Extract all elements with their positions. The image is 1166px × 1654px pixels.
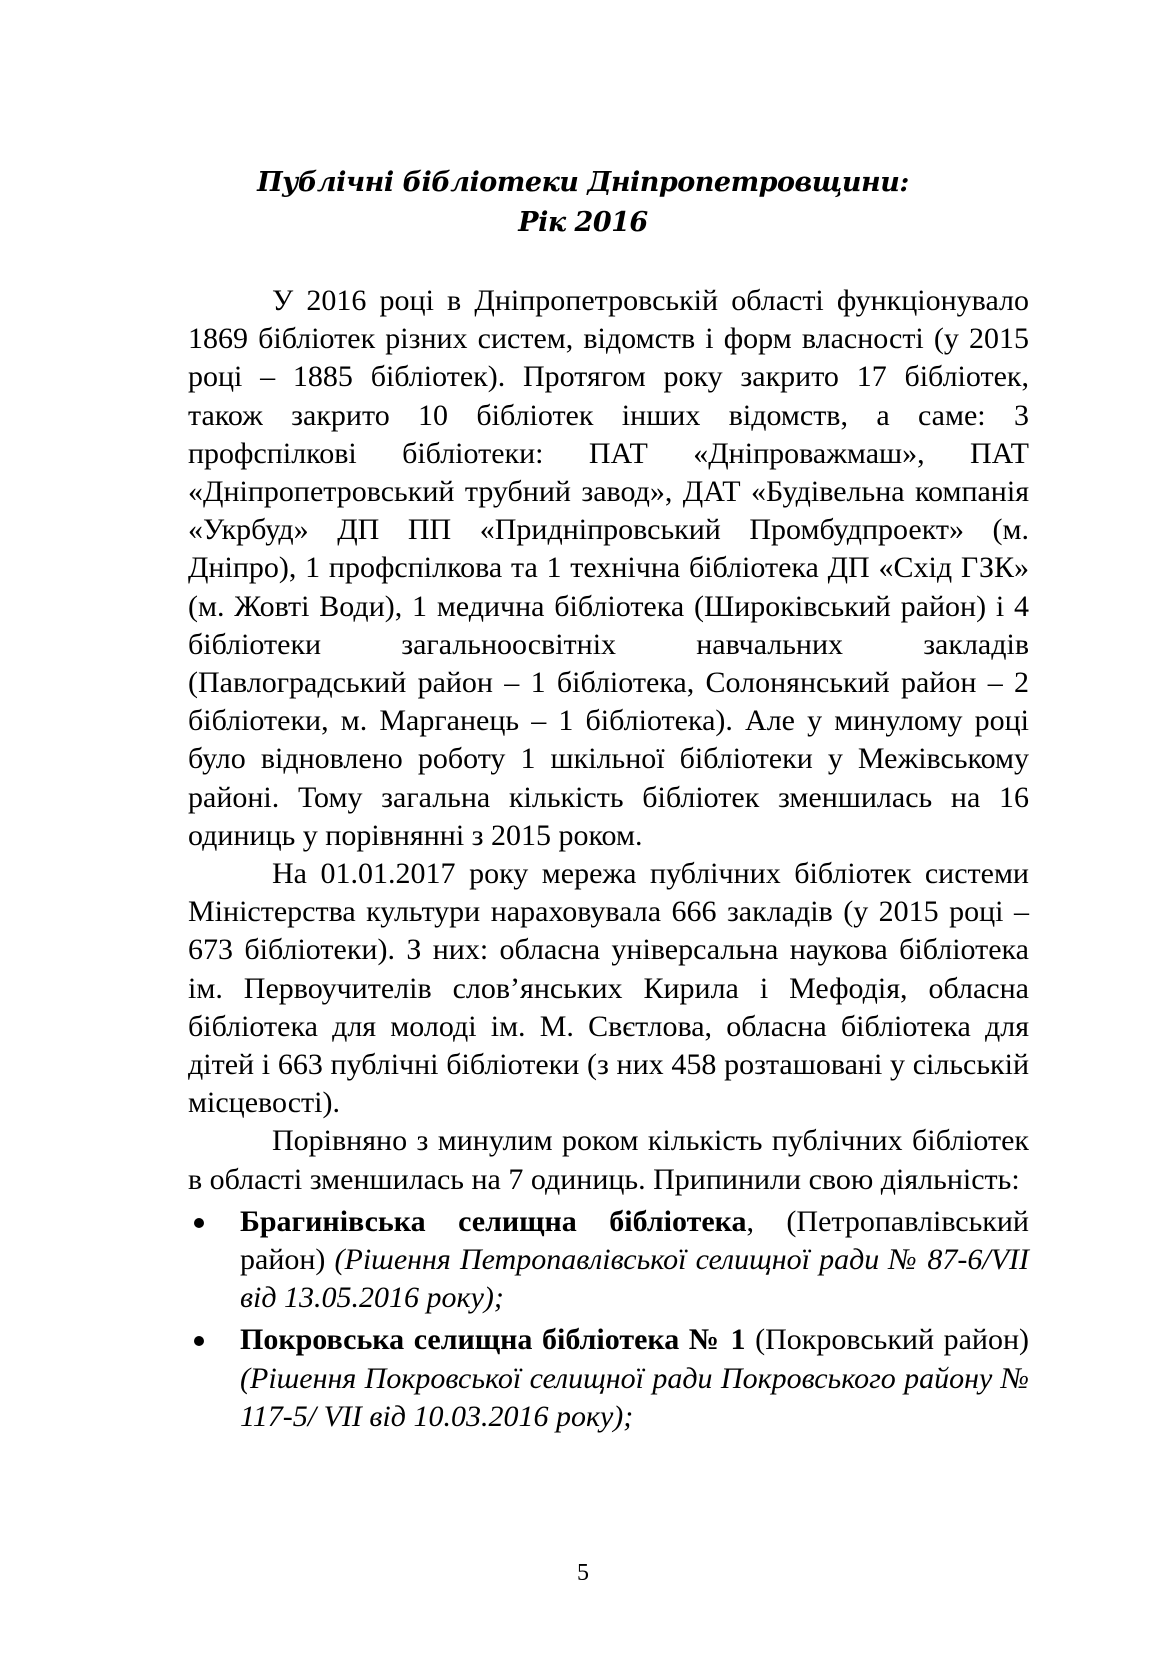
list-item <box>188 1203 1029 1318</box>
library-district: , (Петропавлівський район) <box>240 1204 1029 1277</box>
library-name: Покровська селищна бібліотека № 1 <box>240 1323 746 1357</box>
closed-libraries-list <box>188 1203 1029 1436</box>
list-item <box>188 1321 1029 1436</box>
bullet-icon <box>194 1336 204 1346</box>
library-name: Брагинівська селищна бібліотека <box>240 1204 747 1238</box>
library-decision: (Рішення Покровської селищної ради Покровського району № 117-5/ VII від 10.03.2016 року); <box>240 1361 1029 1433</box>
library-decision: (Рішення Петропавлівської селищної ради № 87-6/VII від 13.05.2016 року); <box>240 1243 1030 1315</box>
page-number: 5 <box>577 1560 589 1586</box>
paragraph-comparison: Порівняно з минулим роком кількість публічних бібліотек в області зменшилась на 7 одиниць. Припинили свою діяльність: <box>188 1124 1029 1196</box>
paragraph-public-network: На 01.01.2017 року мережа публічних бібліотек системи Міністерства культури нараховувала 666 закладів (у 2015 році – 673 бібліотеки). З них: обласна універсальна наукова бібліотека ім. Первоучителів слов’янських Кирила і Мефодія, обласна бібліотека для молоді ім. М. Свєтлова, обласна бібліотека для дітей і 663 публічні бібліотеки (з них 458 розташовані у сільській місцевості). <box>188 857 1029 1120</box>
document-body <box>188 282 1029 1436</box>
title-line-2: Рік 2016 <box>518 207 648 238</box>
paragraph-library-count: У 2016 році в Дніпропетровській області функціонувало 1869 бібліотек різних систем, відомств і форм власності (у 2015 році – 1885 бібліотек). Протягом року закрито 17 бібліотек, також закрито 10 бібліотек інших відомств, а саме: 3 профспілкові бібліотеки: ПАТ «Дніпроважмаш», ПАТ «Дніпропетровський трубний завод», ДАТ «Будівельна компанія «Укрбуд» ДП ПП «Придніпровський Промбудпроект» (м. Дніпро), 1 профспілкова та 1 технічна бібліотека ДП «Схід ГЗК» (м. Жовті Води), 1 медична бібліотека (Широківський район) і 4 бібліотеки загальноосвітніх навчальних закладів (Павлоградський район – 1 бібліотека, Солонянський район – 2 бібліотеки, м. Марганець – 1 бібліотека). Але у минулому році було відновлено роботу 1 шкільної бібліотеки у Межівському районі. Тому загальна кількість бібліотек зменшилась на 16 одиниць у порівнянні з 2015 роком. <box>188 284 1029 852</box>
bullet-icon <box>194 1218 204 1228</box>
page-title <box>0 163 1166 243</box>
title-line-1: Публічні бібліотеки Дніпропетровщини: <box>257 167 909 198</box>
library-district: (Покровський район) <box>745 1323 1029 1357</box>
